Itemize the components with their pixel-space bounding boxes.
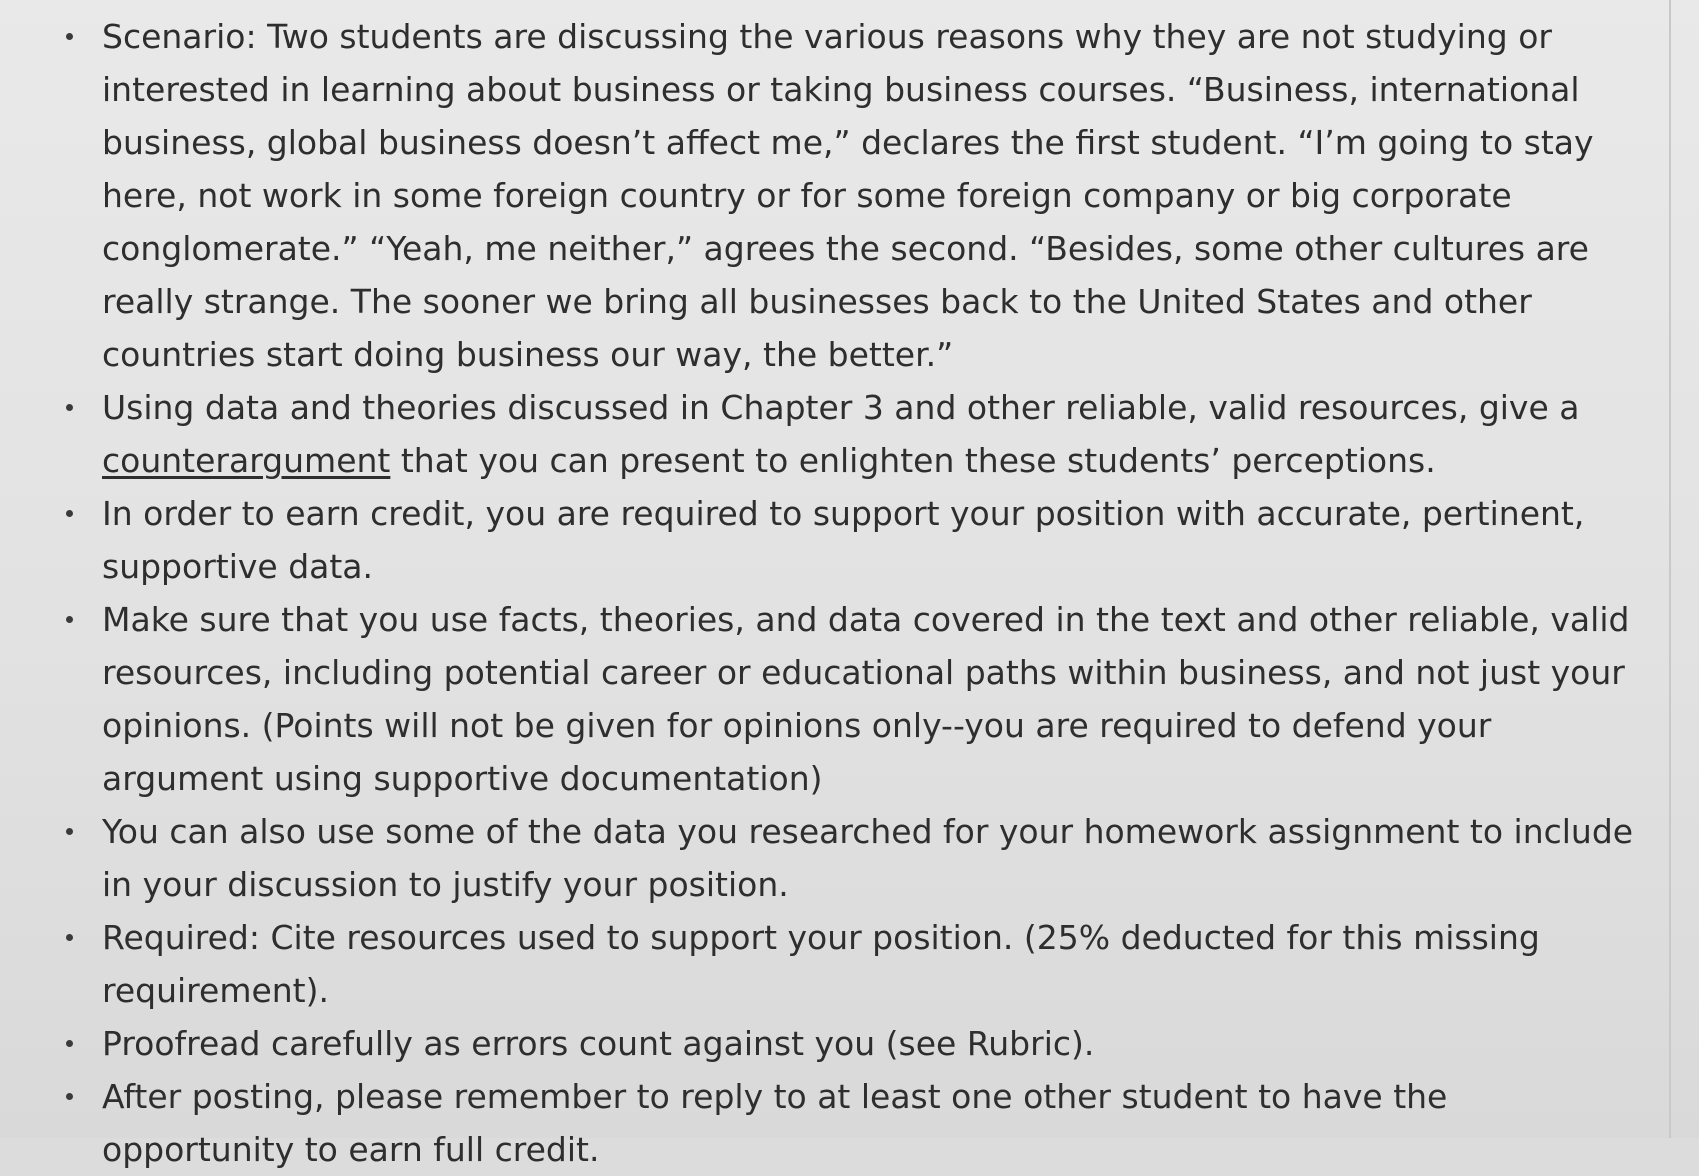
credit-text: In order to earn credit, you are required to support your position with accurate, pertinent, supportive data.	[102, 494, 1585, 586]
bullet-icon	[66, 404, 73, 411]
bullet-icon	[66, 1040, 73, 1047]
bullet-icon	[66, 1093, 73, 1100]
instruction-list	[58, 10, 1638, 1176]
list-item-scenario	[58, 10, 1638, 381]
list-item-homework-data	[58, 805, 1638, 911]
counterargument-text-before: Using data and theories discussed in Chapter 3 and other reliable, valid resources, give a	[102, 388, 1580, 427]
bullet-icon	[66, 510, 73, 517]
list-item-cite-resources	[58, 911, 1638, 1017]
proofread-text: Proofread carefully as errors count against you (see Rubric).	[102, 1024, 1095, 1063]
assignment-instructions	[58, 10, 1638, 1176]
list-item-reply	[58, 1070, 1638, 1176]
bullet-icon	[66, 828, 73, 835]
cite-resources-text: Required: Cite resources used to support your position. (25% deducted for this missing requirement).	[102, 918, 1540, 1010]
list-item-credit	[58, 487, 1638, 593]
reply-text: After posting, please remember to reply to at least one other student to have the opportunity to earn full credit.	[102, 1077, 1448, 1169]
list-item-counterargument	[58, 381, 1638, 487]
bullet-icon	[66, 33, 73, 40]
bullet-icon	[66, 616, 73, 623]
scenario-text: Scenario: Two students are discussing the various reasons why they are not studying or interested in learning about business or taking business courses. “Business, international business, global business doesn’t affect me,” declares the first student. “I’m going to stay here, not work in some foreign country or for some foreign company or big corporate conglomerate.” “Yeah, me neither,” agrees the second. “Besides, some other cultures are really strange. The sooner we bring all businesses back to the United States and other countries start doing business our way, the better.”	[102, 17, 1594, 374]
list-item-proofread	[58, 1017, 1638, 1070]
counterargument-text-after: that you can present to enlighten these students’ perceptions.	[390, 441, 1436, 480]
bullet-icon	[66, 934, 73, 941]
panel-border	[1669, 0, 1671, 1138]
facts-text: Make sure that you use facts, theories, and data covered in the text and other reliable, valid resources, including potential career or educational paths within business, and not just your opinions. (Points will not be given for opinions only--you are required to defend your argument using supportive documentation)	[102, 600, 1630, 798]
homework-data-text: You can also use some of the data you researched for your homework assignment to include in your discussion to justify your position.	[102, 812, 1634, 904]
list-item-facts	[58, 593, 1638, 805]
counterargument-link[interactable]: counterargument	[102, 441, 391, 480]
